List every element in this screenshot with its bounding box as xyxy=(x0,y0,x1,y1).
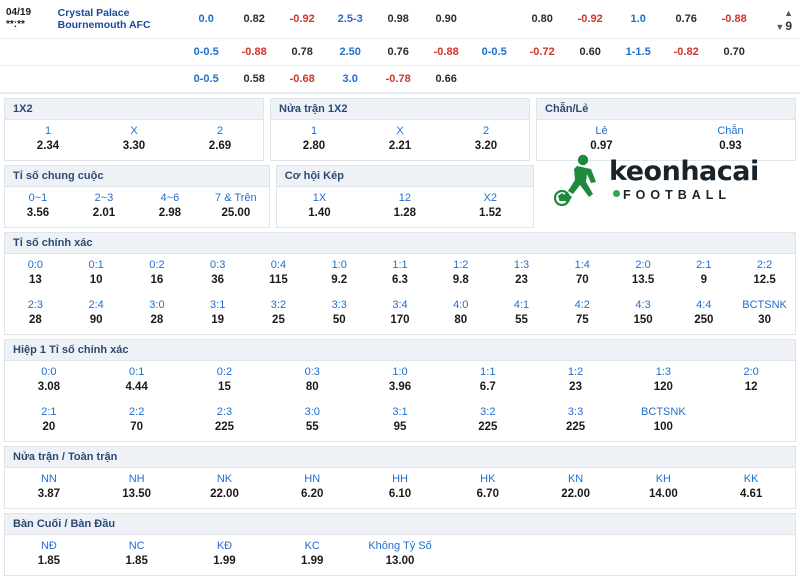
option-value: 9.8 xyxy=(452,274,469,286)
market-half-correct-score xyxy=(4,339,796,442)
market-half-1x2 xyxy=(270,98,530,161)
option-value: 4.61 xyxy=(739,488,763,500)
option-value: 1.85 xyxy=(125,555,148,567)
market-option[interactable] xyxy=(181,468,269,508)
market-title: Nửa trận / Toàn trận xyxy=(5,447,795,468)
option-label: Chẵn xyxy=(717,125,744,137)
odds-cell[interactable]: 0.80 xyxy=(531,13,553,25)
odds-cell[interactable]: -0.92 xyxy=(577,13,603,25)
option-value: 25 xyxy=(272,314,285,326)
option-value: 1.99 xyxy=(213,555,236,567)
market-option[interactable] xyxy=(5,120,91,160)
odds-cell[interactable]: 0.0 xyxy=(198,13,214,25)
market-option[interactable] xyxy=(444,468,532,508)
option-label: 4:3 xyxy=(635,299,651,311)
option-value: 3.30 xyxy=(122,140,146,152)
option-label: 0:3 xyxy=(304,366,320,378)
option-value: 2.69 xyxy=(208,140,232,152)
market-option-empty xyxy=(532,535,620,575)
market-option-empty xyxy=(707,401,795,441)
option-label: 0:2 xyxy=(216,366,233,378)
market-option[interactable] xyxy=(613,254,674,294)
option-label: 0:1 xyxy=(88,259,104,271)
odds-row[interactable] xyxy=(0,39,800,66)
market-option[interactable] xyxy=(734,254,795,294)
home-team: Crystal Palace xyxy=(57,7,130,19)
option-label: KĐ xyxy=(216,540,233,552)
market-option[interactable] xyxy=(532,361,620,401)
option-value: 2.80 xyxy=(302,140,326,152)
option-label: 4~6 xyxy=(160,192,180,204)
option-value: 80 xyxy=(305,381,319,393)
option-label: 2:4 xyxy=(88,299,104,311)
option-value: 23 xyxy=(515,274,528,286)
option-value: 14.00 xyxy=(648,488,678,500)
option-value: 16 xyxy=(150,274,164,286)
market-option[interactable] xyxy=(127,254,188,294)
option-label: 2:2 xyxy=(129,406,145,418)
up-down-arrows-icon: ▲ ▼ xyxy=(775,8,792,32)
option-value: 20 xyxy=(42,421,56,433)
option-value: 50 xyxy=(332,314,346,326)
market-option[interactable] xyxy=(93,401,181,441)
option-value: 2.34 xyxy=(36,140,60,152)
market-total-goals xyxy=(4,165,270,228)
odds-cell[interactable]: 0.70 xyxy=(723,46,745,58)
option-label: 1:0 xyxy=(392,366,408,378)
odds-cell[interactable]: -0.88 xyxy=(241,46,267,58)
option-label: 12 xyxy=(398,192,411,204)
market-option-empty xyxy=(619,535,707,575)
market-option[interactable] xyxy=(619,401,707,441)
market-option[interactable] xyxy=(673,254,734,294)
odds-count-value: 9 xyxy=(785,19,792,33)
option-label: 4:1 xyxy=(513,299,530,311)
option-value: 9 xyxy=(700,274,707,286)
market-option[interactable] xyxy=(619,468,707,508)
market-option[interactable] xyxy=(187,294,248,334)
option-value: 100 xyxy=(653,421,673,433)
option-value: 170 xyxy=(390,314,410,326)
option-label: KH xyxy=(655,473,671,485)
option-label: 3:1 xyxy=(210,299,226,311)
market-option[interactable] xyxy=(552,254,613,294)
option-label: 1X xyxy=(312,192,327,204)
option-label: 2:0 xyxy=(635,259,651,271)
odds-row[interactable] xyxy=(0,66,800,93)
market-option[interactable] xyxy=(181,401,269,441)
market-option[interactable] xyxy=(532,468,620,508)
option-label: 1:0 xyxy=(331,259,347,271)
market-final-first-goal xyxy=(4,513,796,576)
option-label: 3:1 xyxy=(392,406,408,418)
option-label: HK xyxy=(480,473,496,485)
option-label: 1:4 xyxy=(574,259,590,271)
option-value: 22.00 xyxy=(561,488,590,500)
odds-cell[interactable]: 1.0 xyxy=(630,13,646,25)
market-row xyxy=(0,165,800,232)
option-value: 2.98 xyxy=(158,207,182,219)
option-value: 13.5 xyxy=(631,274,655,286)
option-value: 22.00 xyxy=(210,488,239,500)
market-option[interactable] xyxy=(127,294,188,334)
option-label: 2:1 xyxy=(41,406,57,418)
match-datetime xyxy=(0,7,58,31)
option-label: 3:3 xyxy=(331,299,347,311)
option-label: 0:1 xyxy=(129,366,145,378)
option-value: 12 xyxy=(744,381,758,393)
market-option[interactable] xyxy=(91,120,177,160)
market-option[interactable] xyxy=(537,120,666,160)
option-label: 0:0 xyxy=(41,366,57,378)
option-value: 28 xyxy=(150,314,164,326)
odds-cells xyxy=(182,73,758,85)
market-row xyxy=(0,98,800,165)
option-label: 0:2 xyxy=(149,259,165,271)
odds-cell[interactable]: 0.90 xyxy=(435,13,457,25)
option-label: NK xyxy=(216,473,233,485)
option-label: 4:2 xyxy=(574,299,590,311)
market-title: Nửa trận 1X2 xyxy=(271,99,529,120)
option-value: 4.44 xyxy=(125,381,148,393)
option-value: 250 xyxy=(694,314,714,326)
odds-cell[interactable]: 0.60 xyxy=(579,46,601,58)
market-option[interactable] xyxy=(203,187,269,227)
option-label: 2:3 xyxy=(216,406,233,418)
markets-section xyxy=(0,94,800,576)
market-option[interactable] xyxy=(268,361,356,401)
option-value: 3.56 xyxy=(26,207,50,219)
option-value: 6.3 xyxy=(391,274,408,286)
odds-cell[interactable]: 3.0 xyxy=(342,73,358,85)
option-value: 9.2 xyxy=(331,274,348,286)
market-option[interactable] xyxy=(491,294,552,334)
option-value: 75 xyxy=(575,314,589,326)
market-option-empty xyxy=(707,535,795,575)
market-double-chance xyxy=(276,165,534,228)
option-value: 25.00 xyxy=(221,207,251,219)
option-value: 2.01 xyxy=(92,207,116,219)
odds-cell[interactable]: -0.88 xyxy=(433,46,459,58)
watermark-subtitle: FOOTBALL xyxy=(623,188,732,202)
option-value: 6.70 xyxy=(476,488,499,500)
market-option[interactable] xyxy=(5,254,66,294)
option-label: NH xyxy=(128,473,145,485)
market-odd-even xyxy=(536,98,796,161)
market-option[interactable] xyxy=(5,535,93,575)
market-option[interactable] xyxy=(362,187,447,227)
market-option[interactable] xyxy=(357,120,443,160)
option-label: 1 xyxy=(310,125,318,137)
option-label: 1:2 xyxy=(567,366,584,378)
market-option[interactable] xyxy=(707,468,795,508)
market-title: 1X2 xyxy=(5,99,263,120)
odds-cell[interactable]: 0.78 xyxy=(291,46,313,58)
market-option[interactable] xyxy=(181,361,269,401)
option-value: 1.85 xyxy=(37,555,61,567)
option-value: 225 xyxy=(478,421,498,433)
option-label: NĐ xyxy=(40,540,57,552)
option-label: 0:3 xyxy=(210,259,226,271)
option-label: 7 & Trên xyxy=(215,192,257,204)
market-option[interactable] xyxy=(673,294,734,334)
market-option[interactable] xyxy=(707,361,795,401)
option-label: Lẻ xyxy=(595,125,608,137)
market-title: Chẵn/Lẻ xyxy=(537,99,795,120)
option-value: 90 xyxy=(89,314,103,326)
market-title: Tỉ số chung cuộc xyxy=(5,166,269,187)
market-title: Bàn Cuối / Bàn Đầu xyxy=(5,514,795,535)
market-option[interactable] xyxy=(71,187,137,227)
option-label: 2:3 xyxy=(27,299,44,311)
market-option[interactable] xyxy=(430,294,491,334)
option-label: HN xyxy=(304,473,321,485)
market-option[interactable] xyxy=(177,120,263,160)
market-option[interactable] xyxy=(356,468,444,508)
odds-cell[interactable]: 0.76 xyxy=(387,46,409,58)
option-value: 19 xyxy=(211,314,225,326)
market-option[interactable] xyxy=(268,401,356,441)
odds-cell[interactable]: 2.50 xyxy=(339,46,361,58)
odds-cell[interactable]: 0.76 xyxy=(675,13,697,25)
option-label: KC xyxy=(304,540,320,552)
option-label: 3:2 xyxy=(270,299,287,311)
odds-cell[interactable]: -0.92 xyxy=(289,13,315,25)
option-value: 2.21 xyxy=(388,140,412,152)
odds-cells xyxy=(182,46,758,58)
market-option[interactable] xyxy=(187,254,248,294)
odds-cell[interactable]: -0.88 xyxy=(721,13,747,25)
option-value: 55 xyxy=(515,314,528,326)
market-option[interactable] xyxy=(666,120,795,160)
odds-cell[interactable]: 0.98 xyxy=(387,13,409,25)
market-option[interactable] xyxy=(491,254,552,294)
option-value: 36 xyxy=(211,274,225,286)
market-option[interactable] xyxy=(532,401,620,441)
option-label: 2~3 xyxy=(94,192,114,204)
market-option-empty xyxy=(444,535,532,575)
option-value: 225 xyxy=(565,421,586,433)
option-label: BCTSNK xyxy=(641,406,686,418)
option-label: 1:3 xyxy=(513,259,530,271)
odds-cell[interactable]: 2.5-3 xyxy=(337,13,363,25)
option-label: 2 xyxy=(482,125,490,137)
market-option[interactable] xyxy=(448,187,533,227)
option-label: 1:2 xyxy=(453,259,469,271)
market-option[interactable] xyxy=(356,361,444,401)
market-title: Tỉ số chính xác xyxy=(5,233,795,254)
odds-cell[interactable]: 0-0.5 xyxy=(193,73,219,85)
option-value: 30 xyxy=(758,314,771,326)
market-option[interactable] xyxy=(309,254,370,294)
option-value: 0.93 xyxy=(719,140,742,152)
market-option[interactable] xyxy=(309,294,370,334)
market-option[interactable] xyxy=(268,535,356,575)
odds-cell[interactable]: -0.78 xyxy=(385,73,411,85)
option-label: 2:0 xyxy=(743,366,759,378)
option-value: 15 xyxy=(218,381,231,393)
market-option[interactable] xyxy=(5,361,93,401)
option-value: 80 xyxy=(454,314,468,326)
option-label: 0:4 xyxy=(270,259,287,271)
market-option[interactable] xyxy=(66,254,127,294)
market-option[interactable] xyxy=(5,401,93,441)
match-odds-table xyxy=(0,0,800,94)
option-label: HH xyxy=(392,473,408,485)
odds-cell[interactable]: -0.82 xyxy=(673,46,699,58)
market-option[interactable] xyxy=(734,294,795,334)
option-value: 1.99 xyxy=(301,555,324,567)
option-value: 13.50 xyxy=(122,488,152,500)
option-value: 13.00 xyxy=(385,555,415,567)
option-value: 55 xyxy=(305,421,319,433)
watermark-name: keonhacai xyxy=(609,156,759,187)
market-title: Cơ hội Kép xyxy=(277,166,533,187)
odds-cell[interactable]: 0.66 xyxy=(435,73,457,85)
option-label: 2:1 xyxy=(696,259,712,271)
market-option[interactable] xyxy=(248,294,309,334)
option-value: 1.28 xyxy=(393,207,417,219)
logo-spacer xyxy=(540,165,796,228)
option-label: 3:2 xyxy=(480,406,496,418)
option-value: 70 xyxy=(130,421,144,433)
market-half-full xyxy=(4,446,796,509)
odds-cells xyxy=(182,13,758,25)
option-value: 28 xyxy=(28,314,42,326)
option-label: 2:2 xyxy=(756,259,773,271)
market-correct-score xyxy=(4,232,796,335)
odds-cell[interactable]: -0.68 xyxy=(289,73,315,85)
option-value: 3.87 xyxy=(37,488,61,500)
option-value: 225 xyxy=(214,421,235,433)
option-value: 6.20 xyxy=(301,488,324,500)
odds-cell[interactable]: 0-0.5 xyxy=(193,46,219,58)
odds-cell[interactable]: 0.58 xyxy=(243,73,265,85)
option-label: 1:3 xyxy=(655,366,671,378)
market-option[interactable] xyxy=(5,294,66,334)
match-date: 04/19 xyxy=(6,7,32,18)
away-team: Bournemouth AFC xyxy=(57,19,151,31)
market-option[interactable] xyxy=(370,254,431,294)
odds-count-selector[interactable] xyxy=(758,5,800,33)
option-value: 3.08 xyxy=(37,381,61,393)
option-label: NC xyxy=(128,540,145,552)
option-value: 6.10 xyxy=(388,488,412,500)
market-option[interactable] xyxy=(93,361,181,401)
market-option[interactable] xyxy=(356,401,444,441)
market-1x2 xyxy=(4,98,264,161)
option-label: 1 xyxy=(44,125,52,137)
option-value: 1.52 xyxy=(479,207,502,219)
option-value: 23 xyxy=(569,381,582,393)
option-label: 3:4 xyxy=(392,299,408,311)
option-label: 3:0 xyxy=(149,299,165,311)
option-label: 4:4 xyxy=(696,299,712,311)
option-label: X xyxy=(396,125,404,137)
option-value: 0.97 xyxy=(590,140,613,152)
option-value: 95 xyxy=(393,421,407,433)
option-label: 3:3 xyxy=(567,406,584,418)
market-option[interactable] xyxy=(444,361,532,401)
option-label: 3:0 xyxy=(304,406,320,418)
market-option[interactable] xyxy=(430,254,491,294)
market-option[interactable] xyxy=(248,254,309,294)
odds-cell[interactable]: -0.72 xyxy=(529,46,555,58)
market-option[interactable] xyxy=(444,401,532,441)
odds-row[interactable] xyxy=(0,0,800,39)
option-label: 0~1 xyxy=(28,192,48,204)
market-option[interactable] xyxy=(93,468,181,508)
option-label: 0:0 xyxy=(27,259,44,271)
option-label: NN xyxy=(40,473,57,485)
option-label: 4:0 xyxy=(453,299,469,311)
market-option[interactable] xyxy=(356,535,444,575)
market-option[interactable] xyxy=(66,294,127,334)
option-label: BCTSNK xyxy=(742,299,787,311)
option-value: 10 xyxy=(89,274,103,286)
market-option[interactable] xyxy=(443,120,529,160)
option-value: 3.20 xyxy=(474,140,498,152)
option-value: 13 xyxy=(28,274,42,286)
option-label: Không Tỷ Số xyxy=(368,540,432,552)
option-value: 120 xyxy=(653,381,673,393)
option-label: 2 xyxy=(216,125,224,137)
odds-cell[interactable]: 1-1.5 xyxy=(625,46,651,58)
option-value: 3.96 xyxy=(388,381,412,393)
option-label: KN xyxy=(567,473,584,485)
option-label: KK xyxy=(743,473,759,485)
odds-cell[interactable]: 0-0.5 xyxy=(481,46,507,58)
market-option[interactable] xyxy=(137,187,203,227)
market-title: Hiệp 1 Tỉ số chính xác xyxy=(5,340,795,361)
option-label: 1:1 xyxy=(480,366,496,378)
market-option[interactable] xyxy=(268,468,356,508)
market-option[interactable] xyxy=(5,468,93,508)
market-option[interactable] xyxy=(277,187,362,227)
option-value: 115 xyxy=(269,274,288,286)
market-option[interactable] xyxy=(370,294,431,334)
match-time: **:** xyxy=(6,19,25,30)
option-label: X xyxy=(130,125,138,137)
option-value: 150 xyxy=(633,314,653,326)
odds-cell[interactable]: 0.82 xyxy=(243,13,265,25)
match-teams[interactable] xyxy=(58,7,183,31)
option-value: 6.7 xyxy=(479,381,496,393)
market-option[interactable] xyxy=(619,361,707,401)
option-label: 1:1 xyxy=(392,259,408,271)
market-option[interactable] xyxy=(271,120,357,160)
market-option[interactable] xyxy=(613,294,674,334)
market-option[interactable] xyxy=(5,187,71,227)
market-option[interactable] xyxy=(181,535,269,575)
option-value: 1.40 xyxy=(308,207,331,219)
option-value: 70 xyxy=(575,274,589,286)
option-label: X2 xyxy=(483,192,497,204)
market-option[interactable] xyxy=(552,294,613,334)
market-option[interactable] xyxy=(93,535,181,575)
option-value: 12.5 xyxy=(753,274,776,286)
